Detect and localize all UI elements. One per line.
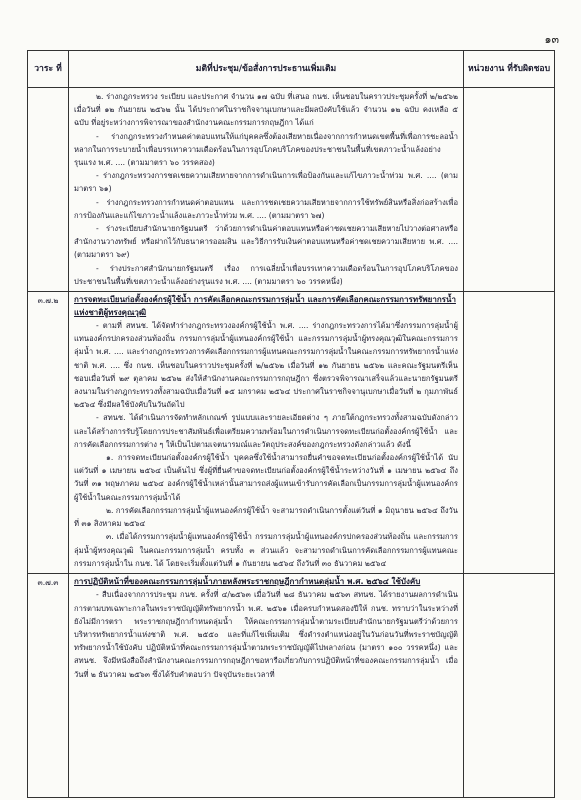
header-agenda: วาระ ที่: [28, 51, 69, 87]
agenda-number: ๓.๗.๒: [28, 292, 69, 573]
paragraph: - ร่างกฎกระทรวงการกำหนดค่าตอบแทน และการชดเชยความเสียหายจากการใช้ทรัพย์สินหรือสิ่งก่อสร้างเพื่อการป้องกันและแก้ไขภาวะน้ำแล้งและภาวะน้ำท่วม พ.ศ. .... (ตามมาตรา ๖๗): [74, 197, 458, 220]
paragraph: ๒. การคัดเลือกกรรมการลุ่มน้ำผู้แทนองค์กรผู้ใช้น้ำ จะสามารถดำเนินการตั้งแต่วันที่ ๑ มิถุนายน ๒๕๖๔ ถึงวันที่ ๓๑ สิงหาคม ๒๕๖๔: [74, 505, 458, 529]
section-title: การจดทะเบียนก่อตั้งองค์กรผู้ใช้น้ำ การคัดเลือกคณะกรรมการลุ่มน้ำ และการคัดเลือกคณะกรรมการทรัพยากรน้ำแห่งชาติผู้ทรงคุณวุฒิ: [74, 295, 456, 317]
agenda-number: ๓.๗.๓: [28, 574, 69, 684]
table-row: [28, 574, 554, 684]
paragraph: - ร่างประกาศสำนักนายกรัฐมนตรี เรื่อง การเฉลี่ยน้ำเพื่อบรรเทาความเดือดร้อนในการอุปโภคบริโภคของประชาชนในพื้นที่เขตภาวะน้ำแล้งอย่างรุนแรง พ.ศ. .... (ตามมาตรา ๖๐ วรรคหนึ่ง): [74, 263, 458, 286]
paragraph: - ร่างกฎกระทรวงการชดเชยความเสียหายจากการดำเนินการเพื่อป้องกันและแก้ไขภาวะน้ำท่วม พ.ศ. .... (ตามมาตรา ๖๑): [74, 171, 458, 194]
paragraph: ๓. เมื่อได้กรรมการลุ่มน้ำผู้แทนองค์กรผู้ใช้น้ำ กรรมการลุ่มน้ำผู้แทนองค์กรปกครองส่วนท้องถิ่น และกรรมการลุ่มน้ำผู้ทรงคุณวุฒิ ในคณะกรรมการลุ่มน้ำ ครบทั้ง ๓ ส่วนแล้ว จะสามารถดำเนินการคัดเลือกกรรมการผู้แทนคณะกรรมการลุ่มน้ำใน กนช. ได้ โดยจะเริ่มตั้งแต่วันที่ ๑ กันยายน ๒๕๖๔ ถึงวันที่ ๓๐ ธันวาคม ๒๕๖๔: [74, 532, 458, 568]
paragraph: - สทนช. ได้ดำเนินการจัดทำหลักเกณฑ์ รูปแบบและรายละเอียดต่าง ๆ ภายใต้กฎกระทรวงทั้งสามฉบับดังกล่าว และได้สร้างการรับรู้โดยการประชาสัมพันธ์เพื่อเตรียมความพร้อมในการดำเนินการจดทะเบียนก่อตั้งองค์กรผู้ใช้น้ำ และการคัดเลือกกรรมการต่าง ๆ ให้เป็นไปตามเจตนารมณ์และวัตถุประสงค์ของกฎกระทรวงดังกล่าวแล้ว ดังนี้: [74, 413, 458, 449]
paragraph: ๑. การจดทะเบียนก่อตั้งองค์กรผู้ใช้น้ำ บุคคลซึ่งใช้น้ำสามารถยื่นคำขอจดทะเบียนก่อตั้งองค์กรผู้ใช้น้ำได้ นับแต่วันที่ ๑ เมษายน ๒๕๖๔ เป็นต้นไป ซึ่งผู้ที่ยื่นคำขอจดทะเบียนก่อตั้งองค์กรผู้ใช้น้ำระหว่างวันที่ ๑ เมษายน ๒๕๖๔ ถึงวันที่ ๓๑ พฤษภาคม ๒๕๖๔ องค์กรผู้ใช้น้ำเหล่านั้นสามารถส่งผู้แทนเข้ารับการคัดเลือกเป็นกรรมการลุ่มน้ำผู้แทนองค์กรผู้ใช้น้ำในคณะกรรมการลุ่มน้ำได้: [74, 453, 458, 502]
page-number: ๑๓: [544, 33, 559, 46]
section-title: การปฏิบัติหน้าที่ของคณะกรรมการลุ่มน้ำภายหลังพระราชกฤษฎีกากำหนดลุ่มน้ำ พ.ศ. ๒๕๖๔ ใช้บังคับ: [74, 576, 421, 586]
table-header: [28, 51, 554, 88]
header-resolution: มติที่ประชุม/ข้อสั่งการประธานเพิ่มเติม: [69, 51, 464, 87]
header-responsible-unit: หน่วยงาน ที่รับผิดชอบ: [467, 63, 551, 74]
column-divider: [68, 87, 69, 797]
paragraph: - ร่างกฎกระทรวงกำหนดค่าตอบแทนให้แก่บุคคลซึ่งต้องเสียหายเนื่องจากการกำหนดเขตพื้นที่เพื่อการชะลอน้ำหลากในการระบายน้ำเพื่อบรรเทาความเดือดร้อนในการอุปโภคบริโภคของประชาชนในพื้นที่เขตภาวะน้ำแล้งอย่างรุนแรง พ.ศ. .... (ตามมาตรา ๖๐ วรรคสอง): [74, 131, 458, 168]
paragraph: - ร่างระเบียบสำนักนายกรัฐมนตรี ว่าด้วยการดำเนินค่าตอบแทนหรือค่าชดเชยความเสียหายไปวางต่อศาลหรือสำนักงานวางทรัพย์ หรือฝากไว้กับธนาคารออมสิน และวิธีการรับเงินค่าตอบแทนหรือค่าชดเชยความเสียหาย พ.ศ. .... (ตามมาตรา ๖๙): [74, 224, 458, 260]
paragraph: ๒. ร่างกฎกระทรวง ระเบียบ และประกาศ จำนวน ๑๗ ฉบับ ที่เสนอ กนช. เห็นชอบในคราวประชุมครั้งที่ ๒/๒๕๖๒ เมื่อวันที่ ๑๒ กันยายน ๒๕๖๒ นั้น ได้ประกาศในราชกิจจานุเบกษาและมีผลบังคับใช้แล้ว จำนวน ๑๒ ฉบับ คงเหลือ ๕ ฉบับ ที่อยู่ระหว่างการพิจารณาของสำนักงานคณะกรรมการกฤษฎีกา ได้แก่: [74, 92, 458, 128]
table-row: [28, 88, 554, 292]
paragraph: - ตามที่ สทนช. ได้จัดทำร่างกฎกระทรวงองค์กรผู้ใช้น้ำ พ.ศ. .... ร่างกฎกระทรวงการได้มาซึ่งกรรมการลุ่มน้ำผู้แทนองค์กรปกครองส่วนท้องถิ่น กรรมการลุ่มน้ำผู้แทนองค์กรผู้ใช้น้ำ และกรรมการลุ่มน้ำผู้ทรงคุณวุฒิในคณะกรรมการลุ่มน้ำ พ.ศ. .... และร่างกฎกระทรวงการคัดเลือกกรรมการผู้แทนคณะกรรมการลุ่มน้ำในคณะกรรมการทรัพยากรน้ำแห่งชาติ พ.ศ. .... ซึ่ง กนช. เห็นชอบในคราวประชุมครั้งที่ ๒/๒๕๖๒ เมื่อวันที่ ๑๒ กันยายน ๒๕๖๒ และคณะรัฐมนตรีเห็นชอบเมื่อวันที่ ๒๙ ตุลาคม ๒๕๖๒ ส่งให้สำนักงานคณะกรรมการกฤษฎีกา ซึ่งตรวจพิจารณาเสร็จแล้วและนายกรัฐมนตรีลงนามในร่างกฎกระทรวงทั้งสามฉบับเมื่อวันที่ ๑๕ มกราคม ๒๕๖๔ ประกาศในราชกิจจานุเบกษาเมื่อวันที่ ๒ กุมภาพันธ์ ๒๕๖๔ ซึ่งมีผลใช้บังคับในวันถัดไป: [74, 321, 458, 410]
column-divider: [463, 87, 464, 797]
paragraph: - สืบเนื่องจากการประชุม กนช. ครั้งที่ ๔/๒๕๖๓ เมื่อวันที่ ๒๘ ธันวาคม ๒๕๖๓ สทนช. ได้รายงานผลการดำเนินการตามบทเฉพาะกาลในพระราชบัญญัติทรัพยากรน้ำ พ.ศ. ๒๕๖๑ เมื่อครบกำหนดสองปีให้ กนช. ทราบว่าในระหว่างที่ยังไม่มีการตรา พระราชกฤษฎีกากำหนดลุ่มน้ำ ให้คณะกรรมการลุ่มน้ำตามระเบียบสำนักนายกรัฐมนตรีว่าด้วยการบริหารทรัพยากรน้ำแห่งชาติ พ.ศ. ๒๕๕๐ และที่แก้ไขเพิ่มเติม ซึ่งดำรงตำแหน่งอยู่ในวันก่อนวันที่พระราชบัญญัติทรัพยากรน้ำใช้บังคับ ปฏิบัติหน้าที่คณะกรรมการลุ่มน้ำตามพระราชบัญญัติไปพลางก่อน (มาตรา ๑๐๐ วรรคหนึ่ง) และ สทนช. จึงมีหนังสือถึงสำนักงานคณะกรรมการกฤษฎีกาขอหารือเกี่ยวกับการปฏิบัติหน้าที่ของคณะกรรมการลุ่มน้ำ เมื่อวันที่ ๒ ธันวาคม ๒๕๖๓ ซึ่งได้รับคำตอบว่า ปัจจุบันระยะเวลาที่: [74, 590, 458, 679]
minutes-table: [27, 50, 555, 798]
table-row: [28, 292, 554, 574]
